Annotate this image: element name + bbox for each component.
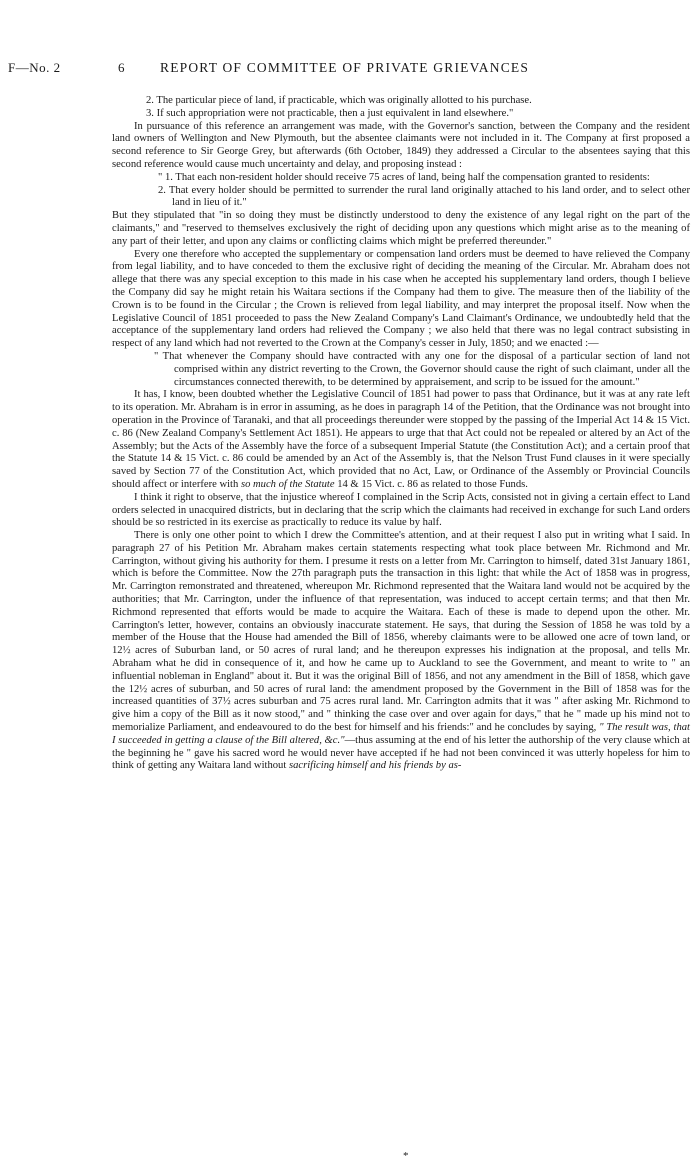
paragraph-carrington <box>112 530 690 773</box>
circular-proposal-2: 2. That every holder should be permitted to surrender the rural land originally attached to his land order, and to select other land in lieu of it." <box>158 184 690 209</box>
reference-item-2: 2. The particular piece of land, if practicable, which was originally allotted to his purchase. <box>146 95 532 106</box>
carrington-text: There is only one other point to which I drew the Committee's attention, and at their request I also put in writing what I said. In paragraph 27 of his Petition Mr. Abraham makes certain statements respecting what took place between Mr. Richmond and Mr. Carrington, without giving his authority for them. I presume it rests on a letter from Mr. Carrington to himself, dated 31st January 1861, which is before the Committee. Now the 27th paragraph puts the transaction in this light: that while the Act of 1858 was in progress, Mr. Carrington remonstrated and threatened, whereupon Mr. Richmond represented that the Waitara land would not be acquired by the authorities; that Mr. Carrington, under the influence of that representation, was induced to accept certain terms; and that then Mr. Richmond represented that efforts would be made to acquire the Waitara. Each of these is made to depend upon the other. Mr. Carrington's letter, however, contains an obviously inaccurate statement. He says, that during the Session of 1858 he was told by a member of the House that the House had amended the Bill of 1856, whereby claimants were to be allowed one acre of town land, or 12½ acres of Suburban land, or 50 acres of rural land; and he thereupon expresses his indignation at the proposal, and tells Mr. Abraham what he did in consequence of it, and how he came up to Auckland to see the Government, and meant to write to " an influential nobleman in England" about it. But it was the original Bill of 1856, and not any amendment in the Bill of 1858, which gave the 12½ acres of suburban, and 50 acres of rural land: the amendment proposed by the Government in the Bill of 1858 was for the increased quantities of 37½ acres suburban and 75 acres rural land. Mr. Carrington admits that it was " after asking Mr. Richmond to give him a copy of the Bill as it now stood," and " thinking the case over and over again for days," that he " made up his mind not to memorialize Parliament, and endeavoured to do the best for himself and his friends:" and he concludes by saying, <box>112 530 690 734</box>
page-number: 6 <box>118 60 125 75</box>
statute-emphasis: so much of the Statute <box>240 478 335 490</box>
ordinance-text: It has, I know, been doubted whether the Legislative Council of 1851 had power to pass that Ordinance, but it was at any rate left to its operation. Mr. Abraham is in error in assuming, as he does in paragraph 14 of the Petition, that the Ordinance was not brought into operation in the Province of Taranaki, and that all proceedings thereunder were stopped by the passing of the Imperial Act 14 & 15 Vict. c. 86 (New Zealand Company's Settlement Act 1851). He appears to urge that that Act could not be repealed or altered by an Act of the Assembly; but the Acts of the Assembly have the force of a subsequent Imperial Statute (the Constitution Act); and a certain proof that the Statute 14 & 15 Vict. c. 86 could be amended by an Act of the Assembly is, that the Nelson Trust Fund clauses in it were specially saved by Section 77 of the Constitution Act, which provided that no Act, Law, or Ordinance of the Assembly or Provincial Councils should affect or interfere with <box>112 389 690 490</box>
assumption-text: —thus assuming at the end of his letter the authorship of the very clause which at the beginning he " gave his sacred word he would never have accepted if he had not been convinced it was utterly hopeless for him to think of getting any Waitara land without <box>112 734 691 772</box>
paragraph-liability: Every one therefore who accepted the supplementary or compensation land orders must be deemed to have relieved the Company from legal liability, and to have conceded to them the exclusive right of deciding the meaning of the Circular. Mr. Abraham does not allege that there was any special exception to this made in his case when he accepted his supplementary land orders, though I believe the Company did say he might retain his Waitara sections if the Company had them to give. The measure then of the liability of the Crown is to be found in the Circular ; the Crown is relieved from legal liability, and may interpret the proposal itself. Now when the Legislative Council of 1851 proceeded to pass the New Zealand Company's Land Claimant's Ordinance, we undoubtedly held that the acceptance of the supplementary land orders had relieved the Company ; we also held that there was no legal contract subsisting in respect of any land which had not reverted to the Crown at the Company's cesser in July, 1850; and we enacted :— <box>112 248 690 350</box>
paragraph-arrangement: In pursuance of this reference an arrangement was made, with the Governor's sanction, between the Company and the resident land owners of Wellington and New Plymouth, but the absentee claimants were not included in it. The Company at first proposed a second reference to Sir George Grey, but afterwards (6th October, 1849) they addressed a Circular to the absentees saying that this second reference would cause much uncertainty and delay, and proposing instead : <box>112 120 690 170</box>
document-body <box>112 95 690 773</box>
reference-item-3: 3. If such appropriation were not practicable, then a just equivalent in land elsewhere." <box>146 107 514 119</box>
paragraph-scrip: I think it right to observe, that the injustice whereof I complained in the Scrip Acts, consisted not in giving a certain effect to Land orders selected in unacquired districts, but in declaring that the scrip which the claimants had received in exchange for such Land orders should be so restricted in its exercise as practically to reduce its value by half. <box>112 491 690 529</box>
document-reference: F—No. 2 <box>8 60 61 75</box>
paragraph-stipulation: But they stipulated that "in so doing they must be distinctly understood to deny the existence of any legal right on the part of the claimants," and "reserved to themselves exclusively the right of deciding upon any questions which might arise as to the meaning of any part of their letter, and upon any claims or conflicting claims which might be preferred thereunder." <box>112 210 690 247</box>
page-header <box>0 60 700 80</box>
result-quote: " The result was, that I succeeded in getting a clause of the Bill altered, &c." <box>112 722 690 746</box>
sacrificing-emphasis: sacrificing himself and his friends by as- <box>288 760 462 772</box>
paragraph-ordinance <box>112 389 690 491</box>
statute-tail: 14 & 15 Vict. c. 86 as related to those Funds. <box>337 478 528 490</box>
report-title: REPORT OF COMMITTEE OF PRIVATE GRIEVANCES <box>160 60 530 75</box>
footer-mark: * <box>403 1150 409 1162</box>
ordinance-quote: " That whenever the Company should have contracted with any one for the disposal of a particular section of land not comprised within any district reverting to the Crown, the Governor should cause the right of such claimant, under all the circumstances connected therewith, to be determined by appraisement, and scrip to be issued for the amount." <box>154 350 690 388</box>
circular-proposal-1: " 1. That each non-resident holder should receive 75 acres of land, being half the compensation granted to residents: <box>158 171 650 183</box>
